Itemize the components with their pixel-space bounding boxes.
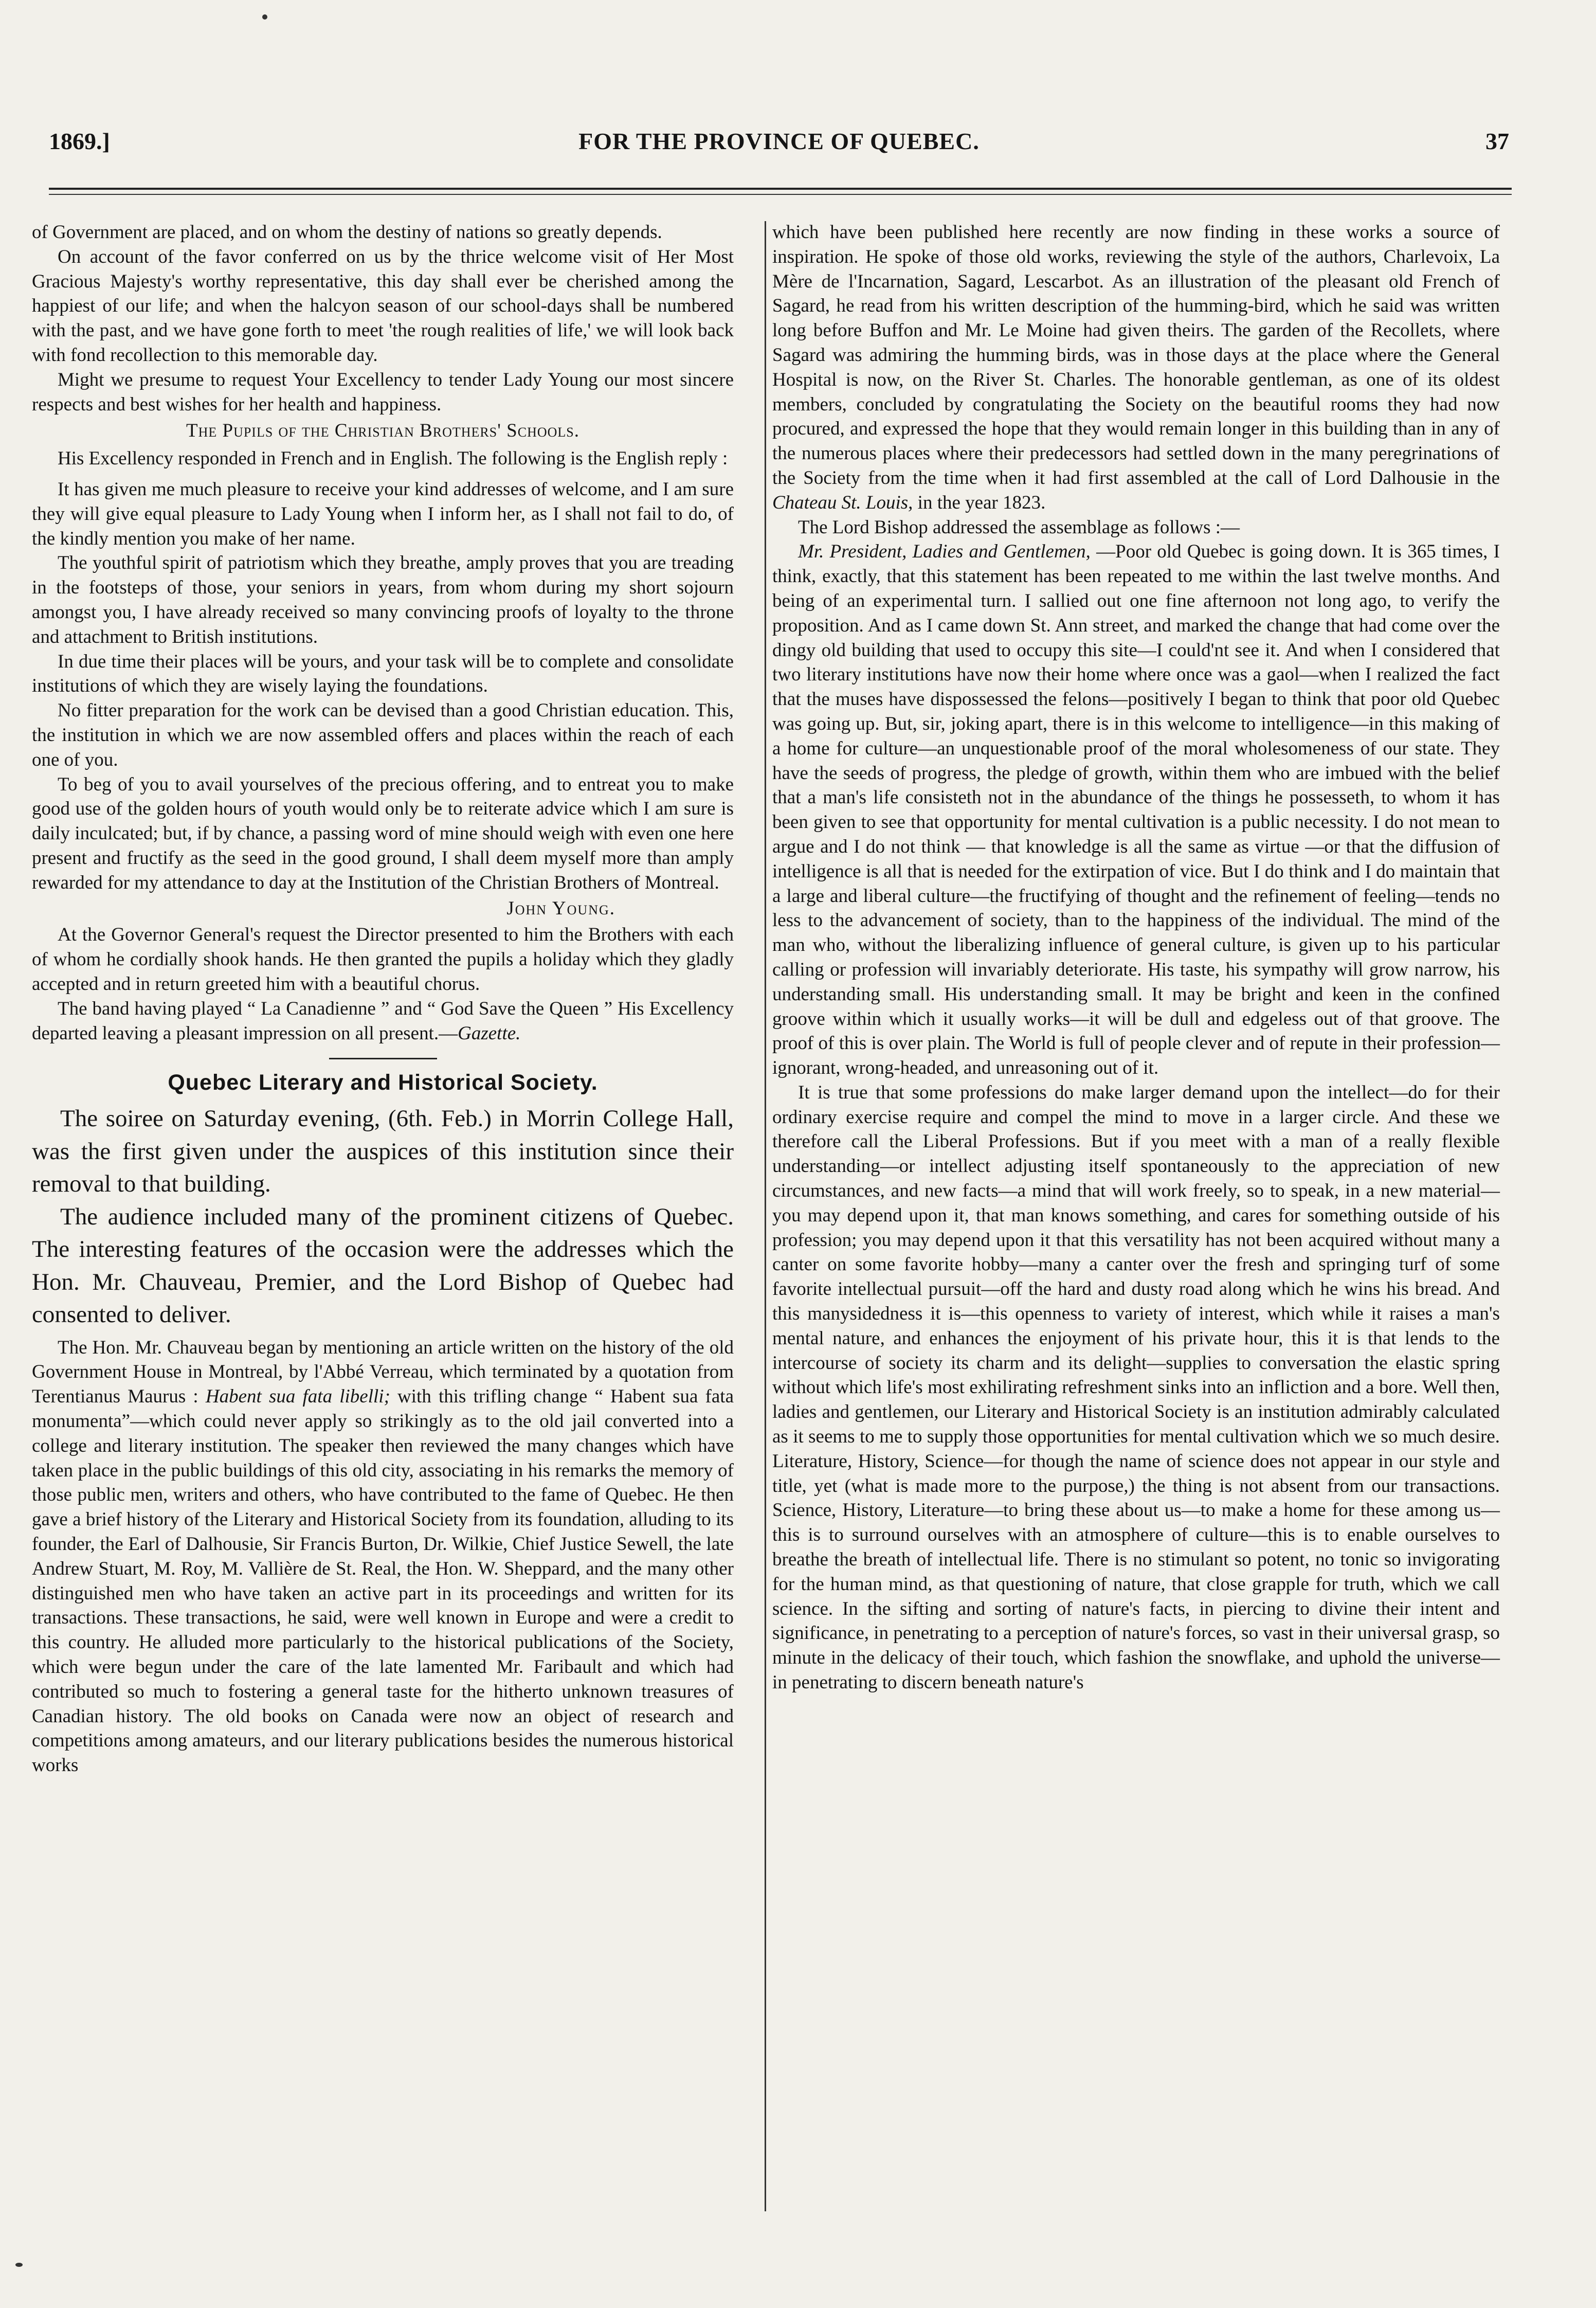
place-name: Chateau St. Louis, [772, 492, 913, 513]
signature: John Young. [506, 897, 615, 919]
paragraph: On account of the favor conferred on us by the thrice welcome visit of Her Most Gracious Majesty's worthy representative, this day shall ever be cherished among the happiest of our life; and when the halcyon season of our school-days shall be numbered with the past, and we have gone forth to meet 'the rough realities of life,' we will look back with fond recollection to this memorable day. [32, 246, 734, 366]
source-credit: Gazette. [458, 1022, 521, 1044]
reply-paragraph: In due time their places will be yours, and your task will be to complete and consolidate institutions of which they are wisely laying the foundations. [32, 651, 734, 697]
paragraph: of Government are placed, and on whom the destiny of nations so greatly depends. [32, 222, 662, 243]
article-title: Quebec Literary and Historical Society. [168, 1070, 598, 1095]
right-column [772, 220, 1500, 1695]
paragraph: The Lord Bishop addressed the assemblage as follows :— [798, 516, 1240, 538]
address-signoff: The Pupils of the Christian Brothers' Schools. [186, 420, 579, 442]
paragraph-text: in the year 1823. [913, 492, 1046, 513]
column-divider [765, 221, 766, 2211]
paragraph-text: which have been published here recently are now finding in these works a source of inspiration. He spoke of those old works, reviewing the style of the authors, Charlevoix, La Mère de l'Incarnation, Sagard, Lescarbot. As an illustration of the pleasant old French of Sagard, he read from his written description of the humming-bird, which he said was written long before Buffon and Mr. Le Moine had given theirs. The garden of the Recollets, where Sagard was admiring the humming birds, was in those days at the place where the General Hospital is now, on the River St. Charles. The honorable gentleman, as one of its oldest members, concluded by congratulating the Society on the beautiful rooms they had now procured, and expressed the hope that they would remain longer in this building than in any of the numerous places where their predecessors had settled down in the many peregrinations of the Society from the time when it had first assembled at the call of Lord Dalhousie in the [772, 222, 1500, 489]
paragraph-text: —Poor old Quebec is going down. It is 365 times, I think, exactly, that this statement has been repeated to me within the last twelve months. And being of an experimental turn. I sallied out one fine afternoon not long ago, to verify the proposition. And as I came down St. Ann street, and marked the change that had come over the dingy old building that used to occupy this site—I could'nt see it. And when I considered that two literary institutions have now their home where once was a gaol—when I realized the fact that the muses have dispossessed the felons—positively I began to think that poor old Quebec was going up. But, sir, joking apart, there is in this welcome to intelligence—in this making of a home for culture—an unquestionable proof of the moral wholesomeness of our state. They have the seeds of progress, the pledge of growth, within them who are imbued with the belief that a man's life consisteth not in the abundance of the things he possesseth, to whom it has been given to see that opportunity for mental cultivation is a public necessity. I do not mean to argue and I do not think — that knowledge is all the same as virtue —or that the diffusion of intelligence is all that is needed for the extirpation of vice. But I do think and I do maintain that a large and liberal culture—the fructifying of thought and the refinement of feeling—tends no less to the advancement of society, than to the happiness of the individual. The mind of the man who, without the liberalizing influence of general culture, is given up to his particular calling or profession will invariably deteriorate. His taste, his sympathy will grow narrow, his understanding small. His understanding small. It may be bright and keen in the confined groove within which it usually works—it will be dull and edgeless out of that groove. The proof of this is over plain. The World is full of people clever and of repute in their profession—ignorant, wrong-headed, and unreasoning out of it. [772, 541, 1500, 1079]
header-rule [49, 188, 1512, 190]
left-column [32, 220, 734, 1778]
paragraph [772, 539, 1500, 1080]
running-head [49, 128, 1509, 164]
article-intro [32, 1103, 734, 1331]
paragraph: Might we presume to request Your Excellency to tender Lady Young our most sincere respects and best wishes for her health and happiness. [32, 369, 734, 415]
paragraph-text: The band having played “ La Canadienne ” and “ God Save the Queen ” His Excellency departed leaving a pleasant impression on all present.— [32, 998, 734, 1044]
paragraph [32, 997, 734, 1046]
paragraph: His Excellency responded in French and in English. The following is the English reply : [58, 448, 728, 470]
latin-quote: Habent sua fata libelli; [205, 1386, 390, 1408]
section-divider [329, 1058, 437, 1059]
speech-salutation: Mr. President, Ladies and Gentlemen, [798, 541, 1091, 563]
paragraph: It is true that some professions do make larger demand upon the intellect—do for their ordinary exercise require and compel the mind to move in a larger circle. And these we therefore call the Liberal Professions. But if you meet with a man of a really flexible understanding—or intellect adjusting itself spontaneously to the appreciation of new circumstances, and new facts—a mind that will work freely, so to speak, in a new material—you may depend upon it, that man knows something, and cares for something outside of his profession; you may depend upon it that this versatility has not been acquired without many a canter on some favorite hobby—many a canter over the fresh and springing turf of some favorite intellectual pursuit—off the hard and dusty road along which he wins his bread. And this manysidedness it is—this openness to variety of interest, which while it raises a man's mental nature, and enhances the enjoyment of his private hour, this it is that lends to the intercourse of society its charm and its delight—supplies to conversation the elastic spring without which life's most exhilirating refreshment sinks into an infliction and a bore. Well then, ladies and gentlemen, our Literary and Historical Society is an institution admirably calculated as it seems to me to supply those opportunities for mental cultivation which we so much desire. Literature, History, Science—for though the name of science does not appear in our style and title, yet (what is made more to the purpose,) the thing is not absent from our transactions. Science, History, Literature—to bring these about us—to make a home for these among us—this is to surround ourselves with an atmosphere of culture—this is to enable ourselves to breathe the breath of intellectual life. There is no stimulant so potent, no tonic so invigorating for the human mind, as that questioning of nature, that close grapple for truth, which we call science. In the sifting and sorting of nature's facts, in piercing to divine their intent and significance, in penetrating to a perception of nature's forces, so vast in their universal grasp, so minute in the delicacy of their touch, which fashion the snowflake, and uphold the universe—in penetrating to discern beneath nature's [772, 1081, 1500, 1693]
reply-paragraph: No fitter preparation for the work can be devised than a good Christian education. This, the institution in which we are now assembled offers and places within the reach of each one of you. [32, 700, 734, 770]
paragraph [772, 220, 1500, 515]
print-speck [15, 2263, 23, 2267]
reply-paragraph: To beg of you to avail yourselves of the precious offering, and to entreat you to make good use of the golden hours of youth would only be to reiterate advice which I am sure is daily inculcated; but, if by chance, a passing word of mine should weigh with even one here present and fructify as the seed in the good ground, I shall deem myself more than amply rewarded for my attendance to day at the Institution of the Christian Brothers of Montreal. [32, 773, 734, 893]
reply-paragraph: The youthful spirit of patriotism which they breathe, amply proves that you are treading in the footsteps of those, your seniors in years, from whom during my short sojourn amongst you, I have already received so many convincing proofs of loyalty to the throne and attachment to British institutions. [32, 552, 734, 647]
header-year: 1869.] [49, 128, 110, 154]
reply-paragraph: It has given me much pleasure to receive your kind addresses of welcome, and I am sure they will give equal pleasure to Lady Young when I inform her, as I shall not fail to do, of the kindly mention you make of her name. [32, 478, 734, 549]
paragraph-text: with this trifling change “ Habent sua fata monumenta”—which could never apply so strikingly as to the old jail converted into a college and literary institution. The speaker then reviewed the many changes which have taken place in the public buildings of this old city, associating in his remarks the memory of those public men, writers and others, who have contributed to the fame of Quebec. He then gave a brief history of the Literary and Historical Society from its foundation, alluding to its founder, the Earl of Dalhousie, Sir Francis Burton, Dr. Wilkie, Chief Justice Sewell, the late Andrew Stuart, M. Roy, M. Vallière de St. Real, the Hon. W. Sheppard, and the many other distinguished men who have taken an active part in its proceedings and written for its transactions. These transactions, he said, were well known in Europe and were a credit to this country. He alluded more particularly to the historical publications of the Society, which were begun under the care of the late lamented Mr. Faribault and which had contributed so much to fostering a general taste for the hitherto unknown treasures of Canadian history. The old books on Canada were now an object of research and competitions among amateurs, and our literary publications besides the numerous historical works [32, 1386, 734, 1776]
intro-paragraph: The audience included many of the prominent citizens of Quebec. The interesting features of the occasion were the addresses which the Hon. Mr. Chauveau, Premier, and the Lord Bishop of Quebec had consented to deliver. [32, 1203, 734, 1328]
paragraph-text: The Hon. Mr. Chauveau began by mentioning an article written on the history of the old Government House in Montreal, by l'Abbé Verreau, which terminated by a quotation from Terentianus Maurus : [32, 1337, 734, 1408]
paragraph: At the Governor General's request the Director presented to him the Brothers with each of whom he cordially shook hands. He then granted the pupils a holiday which they gladly accepted and in return greeted him with a beautiful chorus. [32, 924, 734, 995]
intro-paragraph: The soiree on Saturday evening, (6th. Feb.) in Morrin College Hall, was the first given under the auspices of this institution since their removal to that building. [32, 1105, 734, 1198]
paragraph [32, 1336, 734, 1778]
print-speck [262, 14, 267, 20]
page-number: 37 [1485, 128, 1509, 154]
header-rule-thin [49, 194, 1512, 195]
header-title: FOR THE PROVINCE OF QUEBEC. [578, 128, 980, 154]
